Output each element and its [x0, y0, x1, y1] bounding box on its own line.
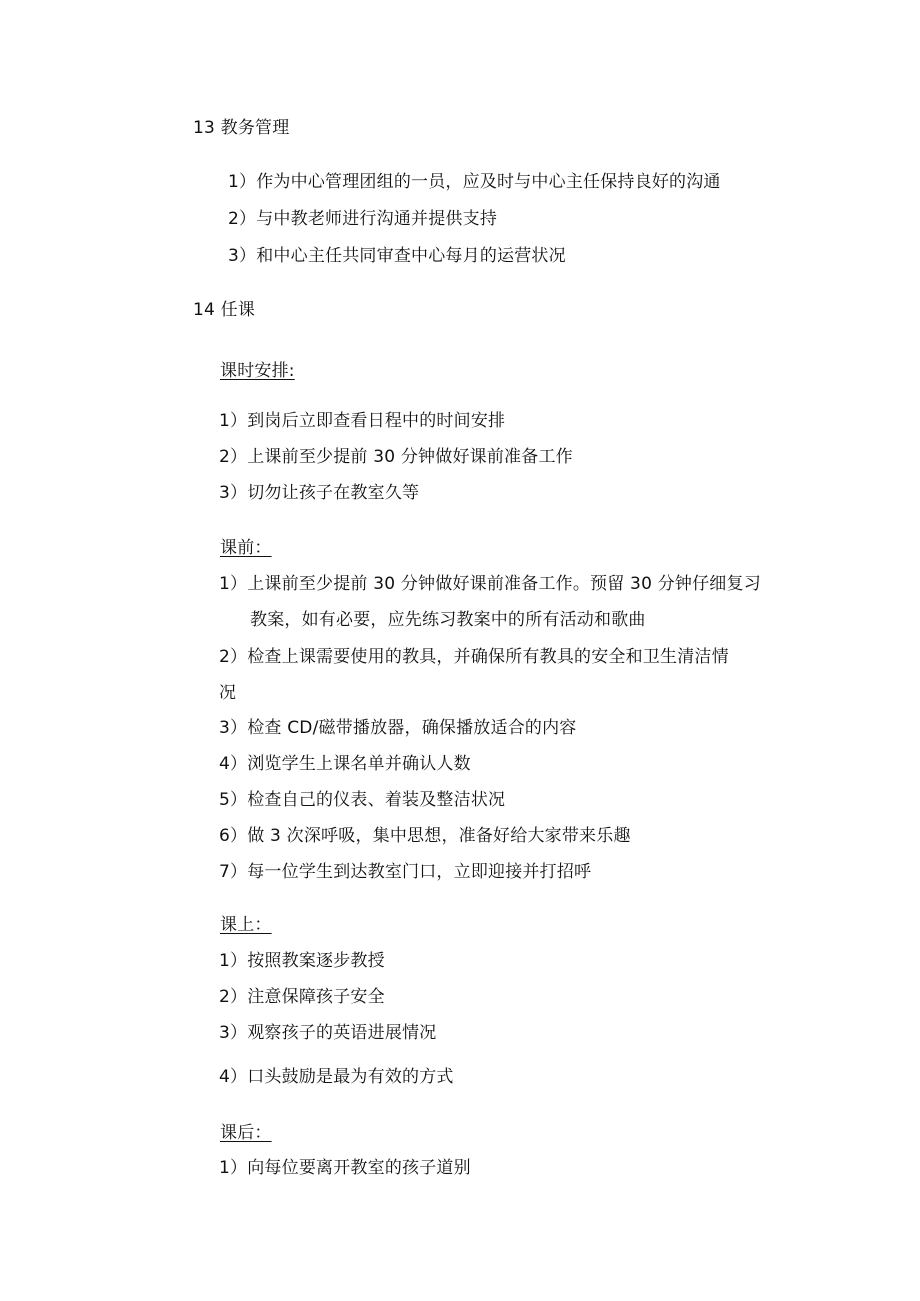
before-item-3: 3）检查 CD/磁带播放器，确保播放适合的内容 — [219, 718, 577, 738]
schedule-title: 课时安排: — [220, 361, 295, 381]
before-item-4: 4）浏览学生上课名单并确认人数 — [219, 754, 471, 774]
after-item-1: 1）向每位要离开教室的孩子道别 — [219, 1158, 471, 1178]
during-item-2: 2）注意保障孩子安全 — [219, 987, 385, 1007]
during-item-3: 3）观察孩子的英语进展情况 — [219, 1023, 437, 1043]
before-item-5: 5）检查自己的仪表、着装及整洁状况 — [219, 790, 506, 810]
before-item-1-line-2: 教案，如有必要，应先练习教案中的所有活动和歌曲 — [250, 610, 646, 630]
during-item-4: 4）口头鼓励是最为有效的方式 — [219, 1067, 454, 1087]
schedule-item-1: 1）到岗后立即查看日程中的时间安排 — [219, 411, 506, 431]
section-14-heading: 14 任课 — [193, 300, 256, 320]
before-item-6: 6）做 3 次深呼吸，集中思想，准备好给大家带来乐趣 — [219, 826, 631, 846]
before-item-7: 7）每一位学生到达教室门口，立即迎接并打招呼 — [219, 862, 592, 882]
section-13-item-3: 3）和中心主任共同审查中心每月的运营状况 — [228, 246, 566, 266]
section-13-heading: 13 教务管理 — [193, 118, 290, 138]
section-13-item-2: 2）与中教老师进行沟通并提供支持 — [228, 209, 498, 229]
before-item-2-line-2: 况 — [219, 683, 237, 703]
before-item-2-line-1: 2）检查上课需要使用的教具，并确保所有教具的安全和卫生清洁情 — [219, 647, 729, 667]
during-item-1: 1）按照教案逐步教授 — [219, 951, 385, 971]
before-item-1-line-1: 1）上课前至少提前 30 分钟做好课前准备工作。预留 30 分钟仔细复习 — [219, 574, 761, 594]
schedule-item-3: 3）切勿让孩子在教室久等 — [219, 483, 420, 503]
section-13-item-1: 1）作为中心管理团组的一员，应及时与中心主任保持良好的沟通 — [228, 172, 721, 192]
schedule-item-2: 2）上课前至少提前 30 分钟做好课前准备工作 — [219, 447, 573, 467]
during-class-title: 课上： — [220, 915, 272, 935]
before-class-title: 课前： — [220, 538, 272, 558]
after-class-title: 课后： — [220, 1123, 272, 1143]
